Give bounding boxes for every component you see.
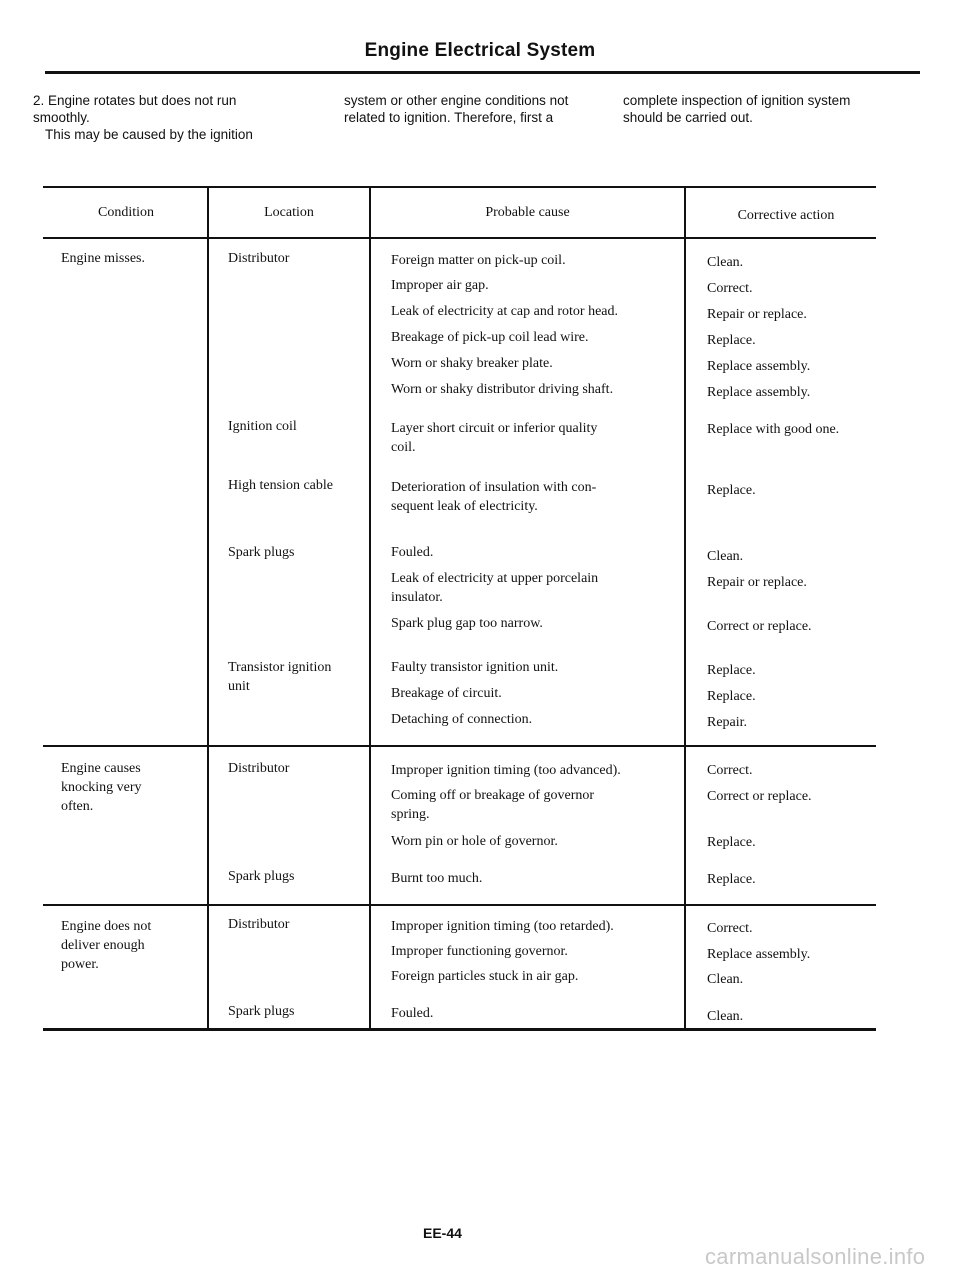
action-text: Replace. — [707, 663, 756, 678]
cause-text: insulator. — [391, 590, 443, 605]
condition-cell — [61, 249, 145, 268]
action-text: Replace assembly. — [707, 385, 811, 400]
action-text: Replace assembly. — [707, 359, 811, 374]
cause-text: Deterioration of insulation with con- — [391, 480, 597, 495]
intro-line: related to ignition. Therefore, first a — [344, 110, 554, 125]
location-text: Ignition coil — [228, 419, 297, 434]
action-text: Repair or replace. — [707, 307, 807, 322]
header-location: Location — [264, 205, 314, 220]
cause-text: Worn or shaky breaker plate. — [391, 356, 553, 371]
condition-cell — [61, 759, 141, 816]
location-text: Spark plugs — [228, 1004, 295, 1019]
condition-text: Engine causes — [61, 761, 141, 776]
cause-text: Worn pin or hole of governor. — [391, 834, 558, 849]
cause-text: Spark plug gap too narrow. — [391, 616, 543, 631]
location-text: Spark plugs — [228, 545, 295, 560]
action-text: Clean. — [707, 255, 744, 270]
location-text: Distributor — [228, 251, 290, 266]
location-cell — [228, 476, 333, 495]
cause-text: Layer short circuit or inferior quality — [391, 421, 598, 436]
action-text: Replace. — [707, 333, 756, 348]
condition-text: knocking very — [61, 780, 142, 795]
action-text: Correct or replace. — [707, 619, 812, 634]
column-divider — [207, 186, 209, 1029]
location-cell — [228, 417, 297, 436]
location-cell — [228, 543, 295, 562]
table-group-rule — [43, 745, 876, 747]
intro-line: should be carried out. — [623, 110, 753, 125]
cause-text: Improper ignition timing (too retarded). — [391, 919, 614, 934]
action-text: Replace with good one. — [707, 422, 840, 437]
header-condition: Condition — [97, 205, 154, 220]
table-bottom-rule — [43, 1028, 876, 1031]
location-text: Transistor ignition — [228, 660, 332, 675]
action-text: Correct or replace. — [707, 789, 812, 804]
intro-line: This may be caused by the ignition — [45, 127, 253, 142]
action-text: Repair. — [707, 715, 748, 730]
intro-line: 2. Engine rotates but does not run — [33, 93, 237, 108]
cause-text: Breakage of circuit. — [391, 686, 502, 701]
cause-text: spring. — [391, 807, 430, 822]
cause-cell — [391, 419, 597, 457]
condition-cell — [61, 917, 151, 974]
action-text: Correct. — [707, 921, 753, 936]
cause-text: Improper ignition timing (too advanced). — [391, 763, 621, 778]
cause-text: Leak of electricity at cap and rotor head. — [391, 304, 618, 319]
watermark: carmanualsonline.info — [705, 1244, 926, 1269]
action-text: Correct. — [707, 763, 753, 778]
column-divider — [369, 186, 371, 1029]
header-corrective-action: Corrective action — [737, 208, 835, 223]
location-text: Spark plugs — [228, 869, 295, 884]
table-top-rule — [43, 186, 876, 188]
intro-line: system or other engine conditions not — [344, 93, 569, 108]
header-rule — [45, 71, 920, 74]
location-cell — [228, 249, 289, 268]
column-divider — [684, 186, 686, 1029]
condition-text: power. — [61, 957, 99, 972]
cause-cell — [391, 786, 594, 824]
intro-column-2 — [344, 92, 624, 126]
location-text: High tension cable — [228, 478, 333, 493]
location-cell — [228, 658, 331, 696]
cause-text: Foreign matter on pick-up coil. — [391, 253, 566, 268]
page-number: EE-44 — [423, 1225, 462, 1241]
location-text: Distributor — [228, 917, 290, 932]
table-header-rule — [43, 237, 876, 239]
cause-text: Detaching of connection. — [391, 712, 533, 727]
header-probable-cause: Probable cause — [485, 205, 570, 220]
table-group-rule — [43, 904, 876, 906]
action-text: Correct. — [707, 281, 753, 296]
intro-line: smoothly. — [33, 110, 90, 125]
intro-line: complete inspection of ignition system — [623, 93, 851, 108]
action-text: Replace. — [707, 689, 756, 704]
action-text: Replace. — [707, 835, 756, 850]
action-text: Replace. — [707, 872, 756, 887]
condition-text: Engine misses. — [61, 251, 145, 266]
cause-text: Burnt too much. — [391, 871, 483, 886]
page-title: Engine Electrical System — [364, 40, 596, 61]
cause-text: Faulty transistor ignition unit. — [391, 660, 559, 675]
cause-text: Improper air gap. — [391, 278, 489, 293]
intro-column-1 — [33, 92, 323, 143]
condition-text: deliver enough — [61, 938, 145, 953]
action-text: Clean. — [707, 549, 744, 564]
cause-text: Improper functioning governor. — [391, 944, 568, 959]
action-text: Replace. — [707, 483, 756, 498]
location-text: Distributor — [228, 761, 290, 776]
intro-column-3 — [623, 92, 923, 126]
cause-text: sequent leak of electricity. — [391, 499, 538, 514]
cause-text: Foreign particles stuck in air gap. — [391, 969, 579, 984]
action-text: Clean. — [707, 1009, 744, 1024]
condition-text: often. — [61, 799, 94, 814]
action-text: Repair or replace. — [707, 575, 807, 590]
cause-text: Breakage of pick-up coil lead wire. — [391, 330, 589, 345]
action-text: Clean. — [707, 972, 744, 987]
location-text: unit — [228, 679, 250, 694]
cause-text: Fouled. — [391, 1006, 434, 1021]
cause-text: Worn or shaky distributor driving shaft. — [391, 382, 614, 397]
cause-text: Coming off or breakage of governor — [391, 788, 595, 803]
condition-text: Engine does not — [61, 919, 152, 934]
cause-text: Fouled. — [391, 545, 434, 560]
cause-text: Leak of electricity at upper porcelain — [391, 571, 599, 586]
action-text: Replace assembly. — [707, 947, 811, 962]
cause-cell — [391, 569, 598, 607]
cause-cell — [391, 478, 596, 516]
cause-text: coil. — [391, 440, 416, 455]
